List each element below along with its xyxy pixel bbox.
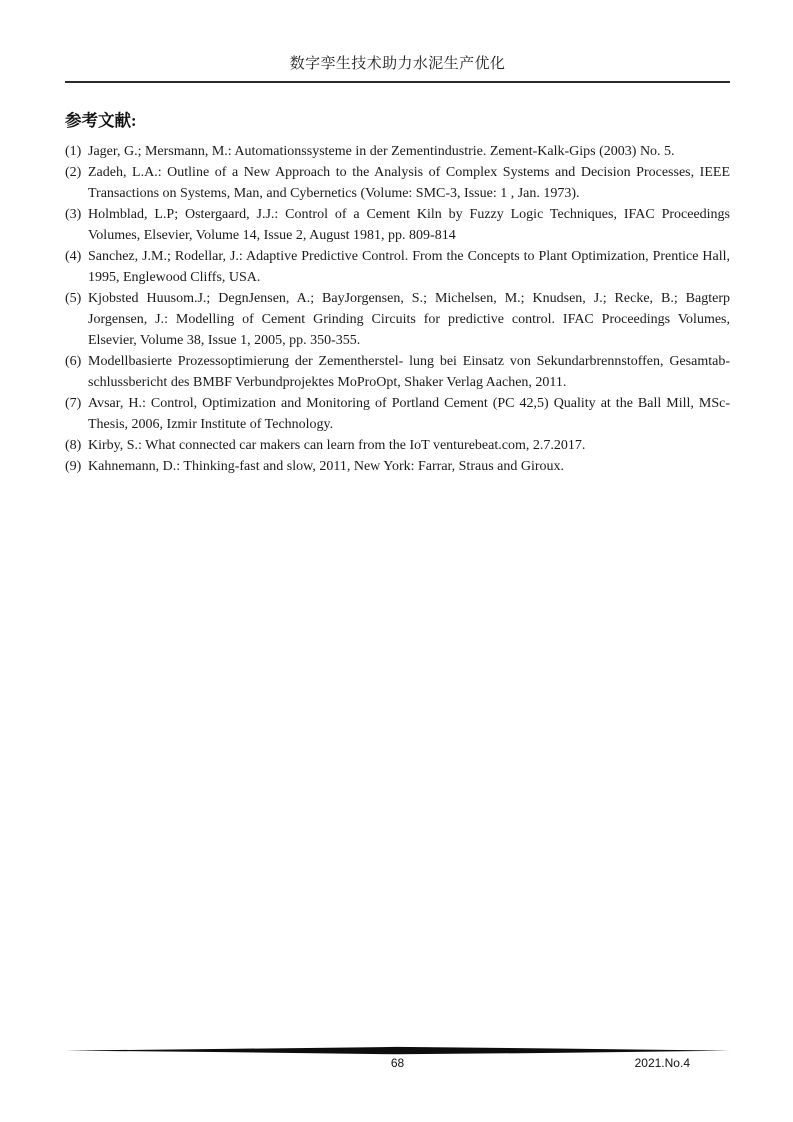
- reference-line: Sanchez, J.M.; Rodellar, J.: Adaptive Predictive Control. From the Concepts to Plant Optimization, Prentice Hall,: [88, 249, 730, 264]
- reference-number: (1): [65, 144, 82, 159]
- reference-text: [88, 288, 730, 351]
- footer-row: [65, 1056, 730, 1071]
- reference-number: (6): [65, 354, 82, 369]
- reference-number: (7): [65, 396, 82, 411]
- references-heading: 参考文献:: [65, 111, 137, 130]
- reference-number: (4): [65, 249, 82, 264]
- reference-line: Thesis, 2006, Izmir Institute of Technology.: [88, 417, 334, 432]
- reference-line: Holmblad, L.P; Ostergaard, J.J.: Control of a Cement Kiln by Fuzzy Logic Techniques, IFAC Proceedings: [88, 207, 730, 222]
- reference-text: [88, 393, 730, 435]
- reference-number: (3): [65, 207, 82, 222]
- reference-text: [88, 435, 730, 456]
- reference-line: Transactions on Systems, Man, and Cybernetics (Volume: SMC-3, Issue: 1 , Jan. 1973).: [88, 186, 580, 201]
- reference-item: [65, 288, 730, 351]
- reference-number: (8): [65, 438, 82, 453]
- reference-line: Avsar, H.: Control, Optimization and Monitoring of Portland Cement (PC 42,5) Quality at the Ball Mill, MSc-: [88, 396, 730, 411]
- reference-line: Jorgensen, J.: Modelling of Cement Grinding Circuits for predictive control. IFAC Proceedings Volumes,: [88, 312, 730, 327]
- reference-item: [65, 456, 730, 477]
- page-content: [0, 0, 793, 477]
- reference-number: (5): [65, 291, 82, 306]
- reference-line: Kjobsted Huusom.J.; DegnJensen, A.; BayJorgensen, S.; Michelsen, M.; Knudsen, J.; Recke, B.; Bagterp: [88, 291, 730, 306]
- reference-text: [88, 456, 730, 477]
- reference-line: Zadeh, L.A.: Outline of a New Approach to the Analysis of Complex Systems and Decision Processes, IEEE: [88, 165, 730, 180]
- reference-item: [65, 246, 730, 288]
- reference-list: [65, 141, 730, 477]
- reference-text: [88, 204, 730, 246]
- reference-text: [88, 246, 730, 288]
- page-footer: [65, 1046, 730, 1071]
- reference-item: [65, 204, 730, 246]
- reference-text: [88, 351, 730, 393]
- reference-line: Volumes, Elsevier, Volume 14, Issue 2, August 1981, pp. 809-814: [88, 228, 456, 243]
- reference-line: Kahnemann, D.: Thinking-fast and slow, 2011, New York: Farrar, Straus and Giroux.: [88, 459, 565, 474]
- reference-text: [88, 162, 730, 204]
- reference-item: [65, 393, 730, 435]
- reference-line: Kirby, S.: What connected car makers can learn from the IoT venturebeat.com, 2.7.2017.: [88, 438, 586, 453]
- issue-label: 2021.No.4: [634, 1056, 690, 1070]
- reference-line: schlussbericht des BMBF Verbundprojektes MoProOpt, Shaker Verlag Aachen, 2011.: [88, 375, 567, 390]
- header-rule: [65, 81, 730, 83]
- reference-line: Jager, G.; Mersmann, M.: Automationssysteme in der Zementindustrie. Zement-Kalk-Gips (2003) No. 5.: [88, 144, 675, 159]
- reference-line: Modellbasierte Prozessoptimierung der Zementherstel- lung bei Einsatz von Sekundarbrennstoffen, Gesamtab-: [88, 354, 730, 369]
- page-number: 68: [390, 1056, 405, 1070]
- reference-item: [65, 435, 730, 456]
- reference-line: 1995, Englewood Cliffs, USA.: [88, 270, 261, 285]
- reference-item: [65, 351, 730, 393]
- reference-number: (9): [65, 459, 82, 474]
- reference-item: [65, 141, 730, 162]
- reference-text: [88, 141, 730, 162]
- footer-divider: [65, 1046, 730, 1055]
- reference-item: [65, 162, 730, 204]
- running-header-title: 数字孪生技术助力水泥生产优化: [289, 56, 506, 72]
- reference-line: Elsevier, Volume 38, Issue 1, 2005, pp. 350-355.: [88, 333, 361, 348]
- reference-number: (2): [65, 165, 82, 180]
